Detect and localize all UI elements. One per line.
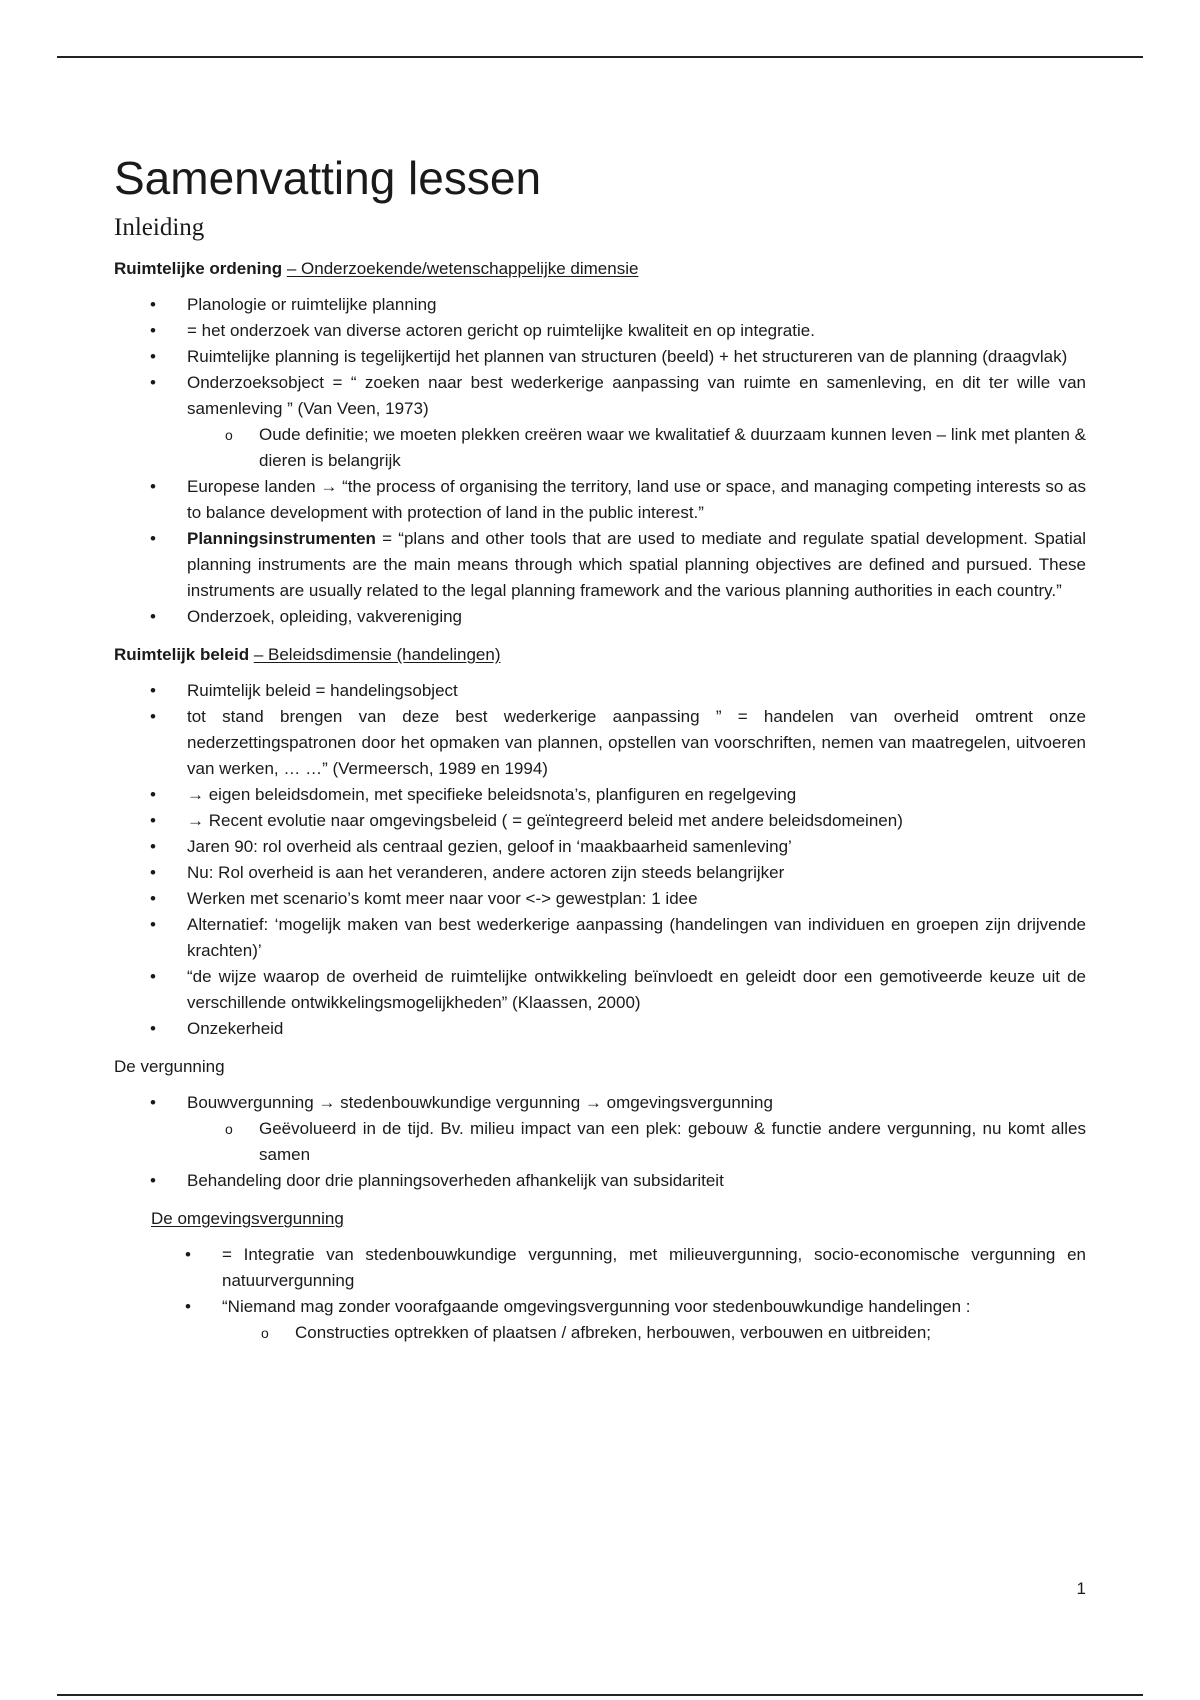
section-heading-bold: Ruimtelijke ordening [114, 259, 283, 278]
list-item: • Behandeling door drie planningsoverheden afhankelijk van subsidariteit [114, 1168, 1086, 1194]
term-definition: = “plans and other tools that are used to mediate and regulate spatial development. Spatial planning instruments are the main means through which spatial planning objectives are defined and pursued. These instruments are usually related to the legal planning framework and the various planning authorities in each country.” [187, 529, 1086, 600]
list-item: • “Niemand mag zonder voorafgaande omgevingsvergunning voor stedenbouwkundige handelingen : [114, 1294, 1086, 1320]
sub-list-item: o Constructies optrekken of plaatsen / afbreken, herbouwen, verbouwen en uitbreiden; [114, 1320, 1086, 1346]
list-item: • Planologie or ruimtelijke planning [114, 292, 1086, 318]
list-item: • “de wijze waarop de overheid de ruimtelijke ontwikkeling beïnvloedt en geleidt door een gemotiveerde keuze uit de verschillende ontwikkelingsmogelijkheden” (Klaassen, 2000) [114, 964, 1086, 1016]
list-item: • → eigen beleidsdomein, met specifieke beleidsnota’s, planfiguren en regelgeving [114, 782, 1086, 808]
sub-list-item: o Geëvolueerd in de tijd. Bv. milieu impact van een plek: gebouw & functie andere vergunning, nu komt alles samen [114, 1116, 1086, 1168]
list-item: • Onderzoeksobject = “ zoeken naar best wederkerige aanpassing van ruimte en samenleving, en dit ter wille van samenleving ” (Van Veen, 1973) [114, 370, 1086, 422]
bullet-list [114, 1242, 1086, 1346]
bullet-list [114, 292, 1086, 630]
list-item: • Nu: Rol overheid is aan het veranderen, andere actoren zijn steeds belangrijker [114, 860, 1086, 886]
list-item: • = het onderzoek van diverse actoren gericht op ruimtelijke kwaliteit en op integratie. [114, 318, 1086, 344]
header-rule [57, 56, 1143, 58]
document-title: Samenvatting lessen [114, 152, 542, 204]
list-item: • tot stand brengen van deze best wederkerige aanpassing ” = handelen van overheid omtrent onze nederzettingspatronen door het opmaken van plannen, opstellen van voorschriften, nemen van maatregelen, uitvoeren van werken, … …” (Vermeersch, 1989 en 1994) [114, 704, 1086, 782]
chapter-heading: Inleiding [114, 214, 205, 241]
list-item: • Ruimtelijk beleid = handelingsobject [114, 678, 1086, 704]
sub-list-item: o Oude definitie; we moeten plekken creëren waar we kwalitatief & duurzaam kunnen leven – link met planten & dieren is belangrijk [114, 422, 1086, 474]
section-heading-subtitle: – Onderzoekende/wetenschappelijke dimensie [286, 259, 639, 278]
section-heading-bold: Ruimtelijk beleid [114, 645, 250, 664]
list-item: • Alternatief: ‘mogelijk maken van best wederkerige aanpassing (handelingen van individuen en groepen zijn drijvende krachten)’ [114, 912, 1086, 964]
document-page [114, 150, 1086, 1346]
bullet-list [114, 678, 1086, 1042]
list-item: • = Integratie van stedenbouwkundige vergunning, met milieuvergunning, socio-economische vergunning en natuurvergunning [114, 1242, 1086, 1294]
list-item: • Ruimtelijke planning is tegelijkertijd het plannen van structuren (beeld) + het structureren van de planning (draagvlak) [114, 344, 1086, 370]
list-item [114, 526, 1086, 604]
bullet-list [114, 1090, 1086, 1194]
subsection-heading-omgevingsvergunning: De omgevingsvergunning [151, 1209, 344, 1228]
footer-rule [57, 1694, 1143, 1696]
list-item: • Werken met scenario’s komt meer naar voor <-> gewestplan: 1 idee [114, 886, 1086, 912]
list-item: • Onzekerheid [114, 1016, 1086, 1042]
list-item: • Bouwvergunning → stedenbouwkundige vergunning → omgevingsvergunning [114, 1090, 1086, 1116]
section-heading-vergunning: De vergunning [114, 1057, 225, 1076]
list-item: • → Recent evolutie naar omgevingsbeleid ( = geïntegreerd beleid met andere beleidsdomeinen) [114, 808, 1086, 834]
page-number: 1 [1076, 1579, 1086, 1598]
section-heading-subtitle: – Beleidsdimensie (handelingen) [253, 645, 501, 664]
list-item: • Europese landen → “the process of organising the territory, land use or space, and managing competing interests so as to balance development with protection of land in the public interest.” [114, 474, 1086, 526]
section-heading-ruimtelijke-ordening [114, 256, 1086, 282]
list-item: • Onderzoek, opleiding, vakvereniging [114, 604, 1086, 630]
list-item: • Jaren 90: rol overheid als centraal gezien, geloof in ‘maakbaarheid samenleving’ [114, 834, 1086, 860]
section-heading-ruimtelijk-beleid [114, 642, 1086, 668]
term-bold: Planningsinstrumenten [187, 529, 376, 548]
